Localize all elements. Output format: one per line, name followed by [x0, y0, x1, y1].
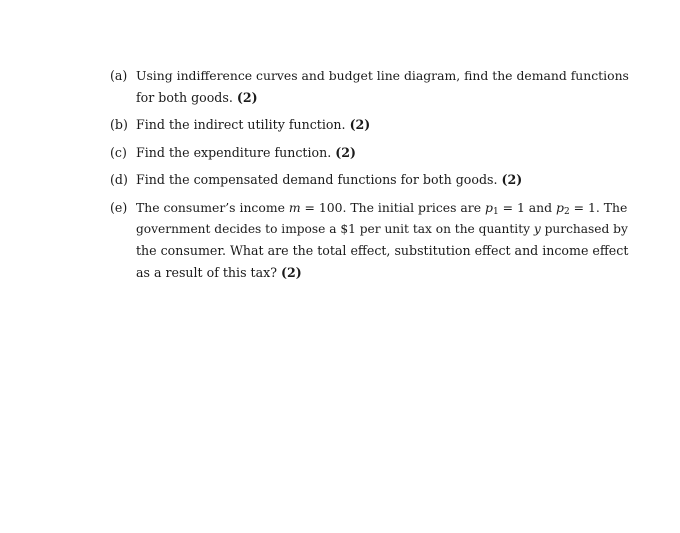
text-run: The consumer’s income — [136, 200, 289, 215]
question-text — [136, 114, 630, 136]
question-label: (b) — [110, 117, 128, 132]
text-run: = 100. The initial prices are — [300, 200, 486, 215]
text-run: = 1 and — [498, 200, 557, 215]
question-c — [110, 142, 630, 164]
question-b — [110, 114, 630, 136]
question-line-text: for both goods. — [136, 89, 233, 105]
question-line-text: Find the indirect utility function. — [136, 117, 346, 132]
question-text — [136, 65, 630, 108]
question-label: (e) — [110, 200, 128, 215]
question-text — [136, 197, 630, 283]
math-var: p — [485, 200, 493, 215]
question-line — [136, 262, 630, 284]
marks: (2) — [335, 145, 356, 160]
question-line-text: as a result of this tax? — [136, 264, 277, 280]
question-line: the consumer. What are the total effect, substitution effect and income effect — [136, 243, 629, 258]
marks: (2) — [236, 89, 258, 105]
question-line-text: Find the compensated demand functions for both goods. — [136, 172, 498, 187]
question-line — [136, 197, 630, 219]
text-run: purchased by — [540, 221, 628, 236]
question-a — [110, 65, 630, 108]
subscript: 2 — [563, 207, 570, 217]
question-line — [136, 219, 630, 241]
marks: (2) — [349, 117, 371, 132]
question-line — [136, 169, 630, 191]
question-text — [136, 142, 630, 164]
subscript: 1 — [492, 207, 499, 217]
math-var: m — [288, 200, 301, 215]
question-line: Using indifference curves and budget line diagram, find the demand functions — [136, 68, 629, 83]
math-var: p — [556, 200, 564, 215]
text-run: government decides to impose a $1 per unit tax on the quantity — [136, 221, 534, 236]
question-label: (a) — [110, 68, 128, 83]
question-d — [110, 169, 630, 191]
marks: (2) — [280, 264, 302, 280]
marks: (2) — [501, 172, 523, 187]
question-label: (c) — [110, 145, 127, 160]
question-line — [136, 87, 630, 109]
text-run: = 1. The — [569, 200, 628, 215]
math-var: y — [533, 221, 541, 236]
question-label: (d) — [110, 172, 128, 187]
question-line-text: Find the expenditure function. — [136, 145, 332, 160]
question-text — [136, 169, 630, 191]
question-e — [110, 197, 630, 283]
question-line — [136, 114, 630, 136]
question-line — [136, 142, 630, 164]
